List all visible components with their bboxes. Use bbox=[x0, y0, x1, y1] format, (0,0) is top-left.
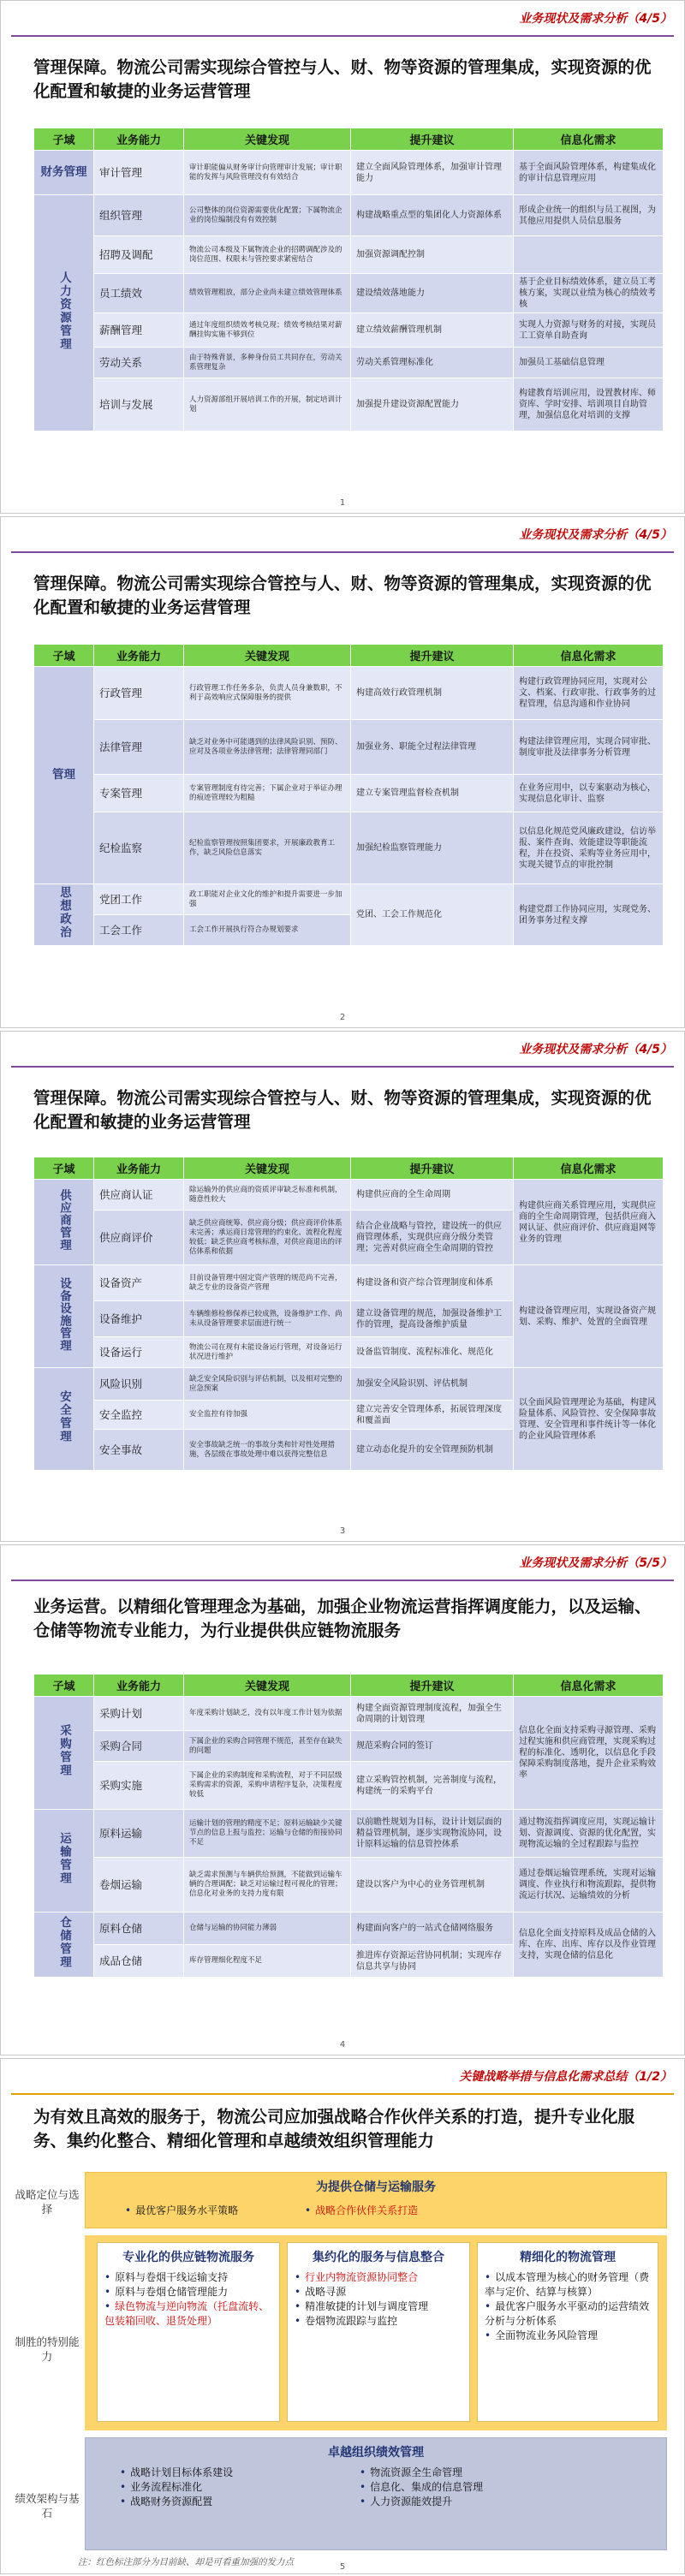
finding-cell: 缺乏需求预测与车辆供给预测，不能做到运输车辆的合理调配；缺乏对运输过程可视化的管理；信息化对业务的支持力度有限 bbox=[184, 1858, 351, 1913]
proposal-cell: 加强资源调配控制 bbox=[351, 236, 514, 274]
col-header-info: 信息化需求 bbox=[514, 1675, 664, 1697]
analysis-table bbox=[33, 644, 664, 946]
domain-cell: 运输管理 bbox=[34, 1810, 94, 1913]
bullet-icon: • bbox=[360, 2466, 366, 2478]
proposal-cell: 设备监管制度、流程标准化、规范化 bbox=[351, 1337, 514, 1368]
proposal-cell: 加强业务、职能全过程法律管理 bbox=[351, 720, 514, 775]
bullet-icon: • bbox=[120, 2496, 127, 2508]
domain-cell: 财务管理 bbox=[34, 151, 94, 195]
col-header-domain: 子域 bbox=[34, 128, 94, 151]
header-divider bbox=[11, 35, 674, 37]
capability-cell: 原料运输 bbox=[94, 1810, 184, 1858]
finding-cell: 人力资源部组开展培训工作的开展，制定培训计划 bbox=[184, 378, 351, 431]
col-header-finding: 关键发现 bbox=[184, 1157, 351, 1180]
bullet-icon: • bbox=[485, 2329, 491, 2341]
info-cell: 实现人力资源与财务的对接，实现员工工资单自助查询 bbox=[514, 313, 664, 348]
page-number: 4 bbox=[339, 2040, 346, 2049]
capability-cell: 采购合同 bbox=[94, 1731, 184, 1762]
bullet-icon: • bbox=[360, 2481, 366, 2493]
proposal-cell: 建立动态化提升的安全管理预防机制 bbox=[351, 1430, 514, 1471]
capability-cell: 薪酬管理 bbox=[94, 313, 184, 348]
row-label-capability: 制胜的特别能力 bbox=[15, 2335, 80, 2363]
col-header-capability: 业务能力 bbox=[94, 1675, 184, 1697]
slide-1 bbox=[0, 0, 685, 514]
finding-cell: 审计职能偏从财务审计向管理审计发展；审计职能的发挥与风险管理没有有效结合 bbox=[184, 151, 351, 195]
proposal-cell: 建立采购管控机制，完善制度与流程，构建统一的采购平台 bbox=[351, 1762, 514, 1810]
section-title: 业务现状及需求分析（5/5） bbox=[519, 1556, 672, 1570]
bullet-icon: • bbox=[120, 2481, 127, 2493]
slide-headline: 管理保障。物流公司需实现综合管控与人、财、物等资源的管理集成，实现资源的优化配置和敏捷的业务运营管理 bbox=[33, 1088, 652, 1132]
capability-cell: 组织管理 bbox=[94, 195, 184, 236]
capability-cell: 供应商认证 bbox=[94, 1180, 184, 1211]
finding-cell: 通过年度组织绩效考核兑现；绩效考核结果对薪酬挂钩实施不够到位 bbox=[184, 313, 351, 348]
finding-cell: 纪检监察管理按照集团要求，开展廉政教育工作，缺乏风险信息落实 bbox=[184, 812, 351, 884]
proposal-cell: 规范采购合同的签订 bbox=[351, 1731, 514, 1762]
foundation-item: • 业务流程标准化 bbox=[120, 2481, 203, 2493]
info-cell: 以信息化规范党风廉政建设，信访举报、案件查询、效能建设等职能流程，并在投资、采购等业务应用中，实现关键节点的审批控制 bbox=[514, 812, 664, 884]
col-header-info: 信息化需求 bbox=[514, 128, 664, 151]
analysis-table bbox=[33, 1157, 664, 1471]
proposal-cell: 建立专案管理监督检查机制 bbox=[351, 775, 514, 812]
col-header-capability: 业务能力 bbox=[94, 1157, 184, 1180]
strategy-item: • 最优客户服务水平策略 bbox=[125, 2204, 239, 2216]
foundation-box bbox=[85, 2437, 667, 2550]
strategy-box bbox=[85, 2172, 667, 2228]
finding-cell: 缺乏安全风险识别与评估机制，以及相对完整的应急预案 bbox=[184, 1368, 351, 1401]
finding-cell: 目前设备管理中固定资产管理的规范尚不完善，缺乏专业的设备资产管理 bbox=[184, 1265, 351, 1301]
capability-cell: 培训与发展 bbox=[94, 378, 184, 431]
finding-cell: 工会工作开展执行符合办规划要求 bbox=[184, 915, 351, 946]
column-item: • 以成本管理为核心的财务管理（费率与定价、结算与核算） bbox=[485, 2271, 650, 2298]
capability-cell: 风险识别 bbox=[94, 1368, 184, 1401]
column-item: • 精准敏捷的计划与调度管理 bbox=[295, 2300, 429, 2312]
header-divider bbox=[11, 2093, 674, 2095]
finding-cell: 安全事故缺乏统一的事故分类和针对性处理措施，各层级在事故处理中难以获得完整信息 bbox=[184, 1430, 351, 1471]
capability-cell: 行政管理 bbox=[94, 667, 184, 720]
slide-4 bbox=[0, 1544, 685, 2055]
footnote: 注：红色标注部分为目前缺、却是可看重加强的发力点 bbox=[78, 2557, 294, 2567]
col-header-finding: 关键发现 bbox=[184, 645, 351, 667]
proposal-cell: 建立设备管理的规范，加强设备维护工作的管理，提高设备维护质量 bbox=[351, 1301, 514, 1337]
col-header-proposal: 提升建议 bbox=[351, 1157, 514, 1180]
capability-cell: 专案管理 bbox=[94, 775, 184, 812]
info-cell: 在业务应用中，以专案驱动为核心，实现信息化审计、监察 bbox=[514, 775, 664, 812]
bullet-icon: • bbox=[104, 2271, 111, 2283]
row-label-strategy: 战略定位与选择 bbox=[15, 2188, 80, 2216]
bullet-icon: • bbox=[295, 2271, 301, 2283]
column-title: 专业化的供应链物流服务 bbox=[122, 2251, 254, 2264]
slide-2 bbox=[0, 516, 685, 1028]
row-label-foundation: 绩效架构与基石 bbox=[15, 2492, 80, 2519]
column-title: 精细化的物流管理 bbox=[520, 2251, 616, 2264]
capability-cell: 卷烟运输 bbox=[94, 1858, 184, 1913]
slide-headline: 为有效且高效的服务于，物流公司应加强战略合作伙伴关系的打造，提升专业化服务、集约化整合、精细化管理和卓越绩效组织管理能力 bbox=[33, 2107, 635, 2151]
finding-cell: 库存管理细化程度不足 bbox=[184, 1945, 351, 1978]
finding-cell: 缺乏对业务中可能遇到的法律风险识别、预防、应对及各项业务法律管理；法律管理同部门 bbox=[184, 720, 351, 775]
bullet-icon: • bbox=[104, 2300, 111, 2312]
header-divider bbox=[11, 1580, 674, 1581]
col-header-info: 信息化需求 bbox=[514, 1157, 664, 1180]
domain-cell: 人力资源管理 bbox=[34, 195, 94, 431]
info-cell: 信息化全面支持原料及成品仓储的入库、在库、出库、库存以及作业管理支持，实现仓储的信息化 bbox=[514, 1913, 664, 1978]
foundation-item: • 物流资源全生命管理 bbox=[360, 2466, 463, 2478]
proposal-cell: 结合企业战略与管控，建设统一的供应商管理体系，实现供应商分级分类管理；完善对供应商全生命周期的管控 bbox=[351, 1211, 514, 1265]
finding-cell: 下属企业的采购合同管理不规范，甚至存在缺失的问题 bbox=[184, 1731, 351, 1762]
finding-cell: 由于特殊背景，多种身份员工共同存在，劳动关系管理复杂 bbox=[184, 348, 351, 378]
col-header-capability: 业务能力 bbox=[94, 645, 184, 667]
foundation-item: • 信息化、集成的信息管理 bbox=[360, 2481, 484, 2493]
proposal-cell: 建立全面风险管理体系，加强审计管理能力 bbox=[351, 151, 514, 195]
info-cell: 以全面风险管理理论为基础，构建风险量体系、风险管控、安全保障事故管理、安全管理和事件统计等一体化的企业风险管理体系 bbox=[514, 1368, 664, 1471]
capability-cell: 供应商评价 bbox=[94, 1211, 184, 1265]
finding-cell: 下属企业的采购制度和采购流程，对于不同层级采购需求的资源，采购申请程序复杂，决策程度较低 bbox=[184, 1762, 351, 1810]
col-header-proposal: 提升建议 bbox=[351, 1675, 514, 1697]
foundation-item: • 人力资源能效提升 bbox=[360, 2496, 453, 2508]
proposal-cell: 建立绩效薪酬管理机制 bbox=[351, 313, 514, 348]
capability-column bbox=[477, 2242, 658, 2422]
foundation-box-title: 卓越组织绩效管理 bbox=[328, 2446, 424, 2460]
domain-cell: 设备设施管理 bbox=[34, 1265, 94, 1368]
col-header-finding: 关键发现 bbox=[184, 128, 351, 151]
column-item: • 卷烟物流跟踪与监控 bbox=[295, 2315, 398, 2327]
strategy-box-title: 为提供仓储与运输服务 bbox=[316, 2180, 436, 2194]
info-cell bbox=[514, 236, 664, 274]
column-item: • 原料与卷烟干线运输支持 bbox=[104, 2271, 229, 2283]
proposal-cell: 加强安全风险识别、评估机制 bbox=[351, 1368, 514, 1401]
bullet-icon: • bbox=[485, 2300, 491, 2312]
capability-cell: 采购计划 bbox=[94, 1697, 184, 1731]
finding-cell: 公司整体的岗位资源需要优化配置；下属物流企业的岗位编制没有有效控制 bbox=[184, 195, 351, 236]
proposal-cell: 建立完善安全管理体系，拓展管理深度和覆盖面 bbox=[351, 1401, 514, 1430]
slide-3 bbox=[0, 1031, 685, 1542]
col-header-finding: 关键发现 bbox=[184, 1675, 351, 1697]
capability-cell: 劳动关系 bbox=[94, 348, 184, 378]
bullet-icon: • bbox=[125, 2204, 132, 2216]
info-cell: 通过卷烟运输管理系统，实现对运输调度、作业执行和物流跟踪，提供物流运行状况、运输绩效的分析 bbox=[514, 1858, 664, 1913]
column-item: • 绿色物流与逆向物流（托盘流转、包装箱回收、退货处理） bbox=[104, 2300, 270, 2327]
col-header-domain: 子域 bbox=[34, 1157, 94, 1180]
capability-cell: 党团工作 bbox=[94, 884, 184, 915]
capability-column bbox=[97, 2242, 280, 2422]
slide-5 bbox=[0, 2058, 685, 2574]
proposal-cell: 建设绩效落地能力 bbox=[351, 274, 514, 313]
finding-cell: 运输计划的管理的精度不足；原料运输缺少关键节点的信息上报与监控；运输与仓储的衔接协同不足 bbox=[184, 1810, 351, 1858]
capability-cell: 招聘及调配 bbox=[94, 236, 184, 274]
section-title: 业务现状及需求分析（4/5） bbox=[519, 528, 672, 542]
finding-cell: 仓储与运输的协同能力薄弱 bbox=[184, 1913, 351, 1945]
bullet-icon: • bbox=[360, 2496, 366, 2508]
info-cell: 构建供应商关系管理应用，实现供应商的全生命周期管理，包括供应商入网认证、供应商评价、供应商退网等业务的管理 bbox=[514, 1180, 664, 1265]
bullet-icon: • bbox=[295, 2315, 301, 2327]
column-item: • 全面物流业务风险管理 bbox=[485, 2329, 599, 2341]
capability-cell: 设备运行 bbox=[94, 1337, 184, 1368]
finding-cell: 车辆维修检修保养已较成熟，设备维护工作、尚未从设备管理要求层面进行统一 bbox=[184, 1301, 351, 1337]
column-item: • 原料与卷烟仓储管理能力 bbox=[104, 2286, 229, 2298]
col-header-domain: 子域 bbox=[34, 1675, 94, 1697]
header-divider bbox=[11, 1066, 674, 1068]
proposal-cell: 构建战略重点型的集团化人力资源体系 bbox=[351, 195, 514, 236]
proposal-cell: 构建高效行政管理机制 bbox=[351, 667, 514, 720]
finding-cell: 物流公司本级及下属物流企业的招聘调配涉及的岗位范围、权限未与管控要求紧密结合 bbox=[184, 236, 351, 274]
page-number: 2 bbox=[339, 1013, 346, 1022]
info-cell: 构建党群工作协同应用，实现党务、团务事务过程支撑 bbox=[514, 884, 664, 946]
finding-cell: 绩效管理粗放，部分企业尚未建立绩效管理体系 bbox=[184, 274, 351, 313]
capability-cell: 安全监控 bbox=[94, 1401, 184, 1430]
capability-cell: 设备资产 bbox=[94, 1265, 184, 1301]
domain-cell: 供应商管理 bbox=[34, 1180, 94, 1265]
info-cell: 形成企业统一的组织与员工视图，为其他应用提供人员信息服务 bbox=[514, 195, 664, 236]
finding-cell: 年度采购计划缺乏，没有以年度工作计划为依据 bbox=[184, 1697, 351, 1731]
bullet-icon: • bbox=[295, 2286, 301, 2298]
analysis-table bbox=[33, 128, 664, 431]
slide-headline: 业务运营。以精细化管理理念为基础，加强企业物流运营指挥调度能力，以及运输、仓储等物流专业能力，为行业提供供应链物流服务 bbox=[33, 1597, 652, 1640]
page-number: 1 bbox=[339, 498, 346, 508]
page-number: 5 bbox=[339, 2562, 346, 2572]
proposal-cell: 党团、工会工作规范化 bbox=[351, 884, 514, 946]
col-header-capability: 业务能力 bbox=[94, 128, 184, 151]
finding-cell: 物流公司在现有未能设备运行管理，对设备运行状况进行维护 bbox=[184, 1337, 351, 1368]
column-item: • 战略寻源 bbox=[295, 2286, 347, 2298]
capability-cell: 原料仓储 bbox=[94, 1913, 184, 1945]
analysis-table bbox=[33, 1674, 664, 1978]
capability-cell: 成品仓储 bbox=[94, 1945, 184, 1978]
proposal-cell: 构建全面资源管理制度流程，加强全生命周期的计划管理 bbox=[351, 1697, 514, 1731]
domain-cell: 安全管理 bbox=[34, 1368, 94, 1471]
finding-cell: 安全监控有待加强 bbox=[184, 1401, 351, 1430]
bullet-icon: • bbox=[305, 2204, 312, 2216]
proposal-cell: 加强提升建设资源配置能力 bbox=[351, 378, 514, 431]
info-cell: 构建教育培训应用，设置教材库、师资库、学时安排、培训项目自助管理，加强信息化对培训的支撑 bbox=[514, 378, 664, 431]
proposal-cell: 以前瞻性规划为目标，设计计划层面的精益管理机制，逐步实现物流协同，设计原料运输的信息管控体系 bbox=[351, 1810, 514, 1858]
info-cell: 构建设备管理应用，实现设备资产规划、采购、维护、处置的全面管理 bbox=[514, 1265, 664, 1368]
col-header-proposal: 提升建议 bbox=[351, 645, 514, 667]
col-header-info: 信息化需求 bbox=[514, 645, 664, 667]
domain-cell: 仓储管理 bbox=[34, 1913, 94, 1978]
foundation-item: • 战略财务资源配置 bbox=[120, 2496, 213, 2508]
info-cell: 加强员工基础信息管理 bbox=[514, 348, 664, 378]
capability-cell: 采购实施 bbox=[94, 1762, 184, 1810]
info-cell: 信息化全面支持采购寻源管理、采购过程实施和供应商管理，实现采购过程的标准化、透明化，以信息化手段保障采购制度落地，提升企业采购效率 bbox=[514, 1697, 664, 1810]
info-cell: 通过物流指挥调度应用，实现运输计划、资源调度、资源的优化配置，实现物流运输的全过程跟踪与监控 bbox=[514, 1810, 664, 1858]
capability-cell: 纪检监察 bbox=[94, 812, 184, 884]
header-divider bbox=[11, 551, 674, 553]
proposal-cell: 推进库存资源运营协同机制；实现库存信息共享与协同 bbox=[351, 1945, 514, 1978]
proposal-cell: 加强纪检监察管理能力 bbox=[351, 812, 514, 884]
finding-cell: 政工职能对企业文化的维护和提升需要进一步加强 bbox=[184, 884, 351, 915]
finding-cell: 缺乏供应商统筹、供应商分级；供应商评价体系未完善；承运商日常管理的约束化、流程化程度较低；缺乏供应商考核标准，对供应商退出的评估体系和依据 bbox=[184, 1211, 351, 1265]
capability-cell: 工会工作 bbox=[94, 915, 184, 946]
column-item: • 最优客户服务水平驱动的运营绩效分析与分析体系 bbox=[485, 2300, 650, 2327]
proposal-cell: 构建面向客户的一站式仓储网络服务 bbox=[351, 1913, 514, 1945]
col-header-proposal: 提升建议 bbox=[351, 128, 514, 151]
proposal-cell: 构建供应商的全生命周期 bbox=[351, 1180, 514, 1211]
capability-cell: 设备维护 bbox=[94, 1301, 184, 1337]
finding-cell: 除运输外的供应商的资质评审缺乏标准和机制，随意性较大 bbox=[184, 1180, 351, 1211]
capability-cell: 法律管理 bbox=[94, 720, 184, 775]
capability-cell: 安全事故 bbox=[94, 1430, 184, 1471]
section-title: 业务现状及需求分析（4/5） bbox=[519, 1043, 672, 1056]
domain-cell: 思想政治 bbox=[34, 884, 94, 946]
page-number: 3 bbox=[339, 1526, 346, 1536]
bullet-icon: • bbox=[295, 2300, 301, 2312]
finding-cell: 行政管理工作任务多杂，负责人员身兼数职，不利于高效响应式保障服务的提供 bbox=[184, 667, 351, 720]
proposal-cell: 建设以客户为中心的业务管理机制 bbox=[351, 1858, 514, 1913]
capability-cell: 审计管理 bbox=[94, 151, 184, 195]
info-cell: 构建法律管理应用，实现合同审批、制度审批及法律事务分析管理 bbox=[514, 720, 664, 775]
column-title: 集约化的服务与信息整合 bbox=[313, 2251, 444, 2264]
bullet-icon: • bbox=[104, 2286, 111, 2298]
domain-cell: 管理 bbox=[34, 667, 94, 884]
foundation-item: • 战略计划目标体系建设 bbox=[120, 2466, 234, 2478]
slide-headline: 管理保障。物流公司需实现综合管控与人、财、物等资源的管理集成，实现资源的优化配置和敏捷的业务运营管理 bbox=[33, 574, 652, 617]
bullet-icon: • bbox=[485, 2271, 491, 2283]
info-cell: 基于企业目标绩效体系，建立员工考核方案，实现以业绩为核心的绩效考核 bbox=[514, 274, 664, 313]
section-title: 关键战略举措与信息化需求总结（1/2） bbox=[459, 2070, 672, 2084]
column-item: • 行业内物流资源协同整合 bbox=[295, 2271, 419, 2283]
slide-headline: 管理保障。物流公司需实现综合管控与人、财、物等资源的管理集成，实现资源的优化配置和敏捷的业务运营管理 bbox=[33, 57, 652, 101]
bullet-icon: • bbox=[120, 2466, 127, 2478]
capability-cell: 员工绩效 bbox=[94, 274, 184, 313]
strategy-item: • 战略合作伙伴关系打造 bbox=[305, 2204, 419, 2216]
section-title: 业务现状及需求分析（4/5） bbox=[519, 12, 672, 26]
finding-cell: 专案管理制度有待完善；下属企业对于举证办理的痕迹管理较为粗糙 bbox=[184, 775, 351, 812]
proposal-cell: 构建设备和资产综合管理制度和体系 bbox=[351, 1265, 514, 1301]
col-header-domain: 子域 bbox=[34, 645, 94, 667]
info-cell: 构建行政管理协同应用，实现对公文、档案、行政审批、行政事务的过程管理，信息沟通和作业协同 bbox=[514, 667, 664, 720]
domain-cell: 采购管理 bbox=[34, 1697, 94, 1810]
capability-column bbox=[287, 2242, 470, 2422]
proposal-cell: 劳动关系管理标准化 bbox=[351, 348, 514, 378]
info-cell: 基于全面风险管理体系，构建集成化的审计信息管理应用 bbox=[514, 151, 664, 195]
